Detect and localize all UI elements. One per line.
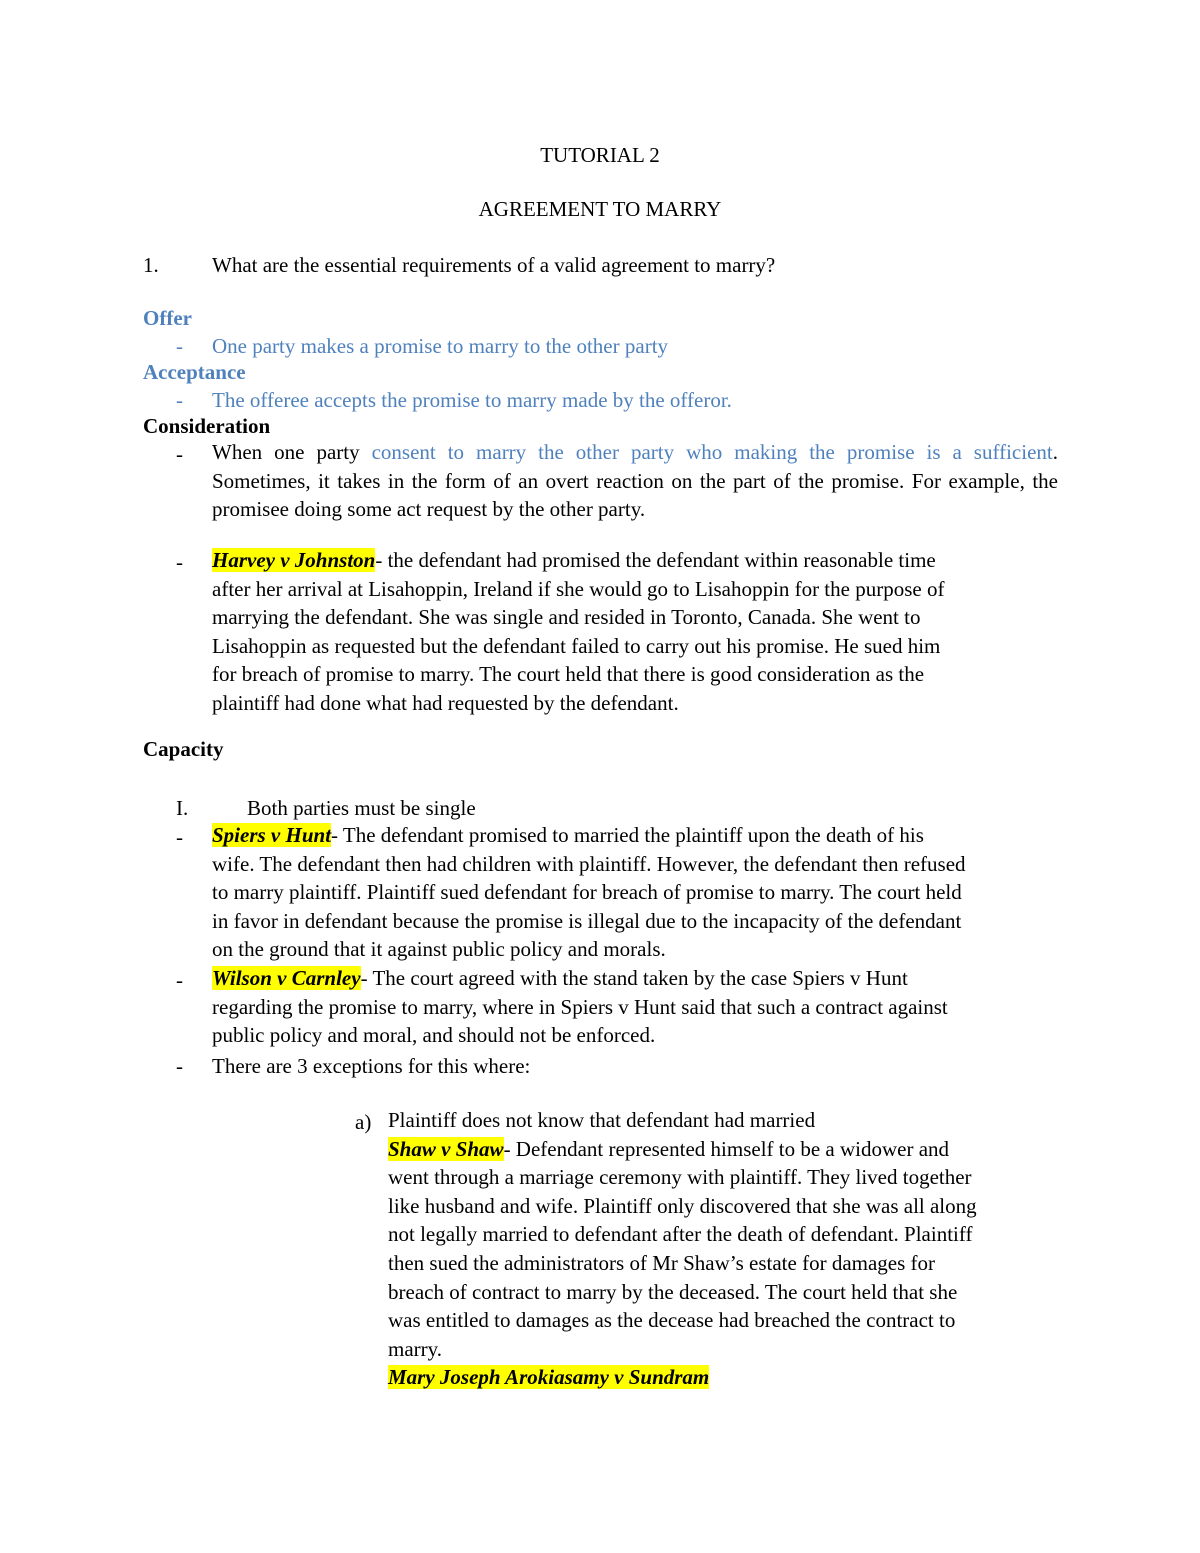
harvey-dash: - xyxy=(176,550,183,574)
offer-text: One party makes a promise to marry to the other party xyxy=(212,334,669,358)
consideration-text-blue: consent to marry the other party who making the promise is a sufficient xyxy=(371,440,1053,464)
harvey-line: plaintiff had done what had requested by the defendant. xyxy=(212,690,679,715)
wilson-dash: - xyxy=(176,968,183,992)
spiers-line: - The defendant promised to married the plaintiff upon the death of his xyxy=(331,823,924,847)
exception-a-label: a) xyxy=(355,1110,372,1134)
harvey-line: marrying the defendant. She was single and resided in Toronto, Canada. She went to xyxy=(212,605,921,630)
consideration-text-3: . Sometimes, it takes in the form of an overt reaction on the part of the promise. For example, the promisee doing some act request by the other party. xyxy=(212,440,1058,522)
shaw-line: marry. xyxy=(388,1336,443,1361)
offer-heading: Offer xyxy=(143,306,192,330)
harvey-line: Lisahoppin as requested but the defendant failed to carry out his promise. He sued him xyxy=(212,633,941,658)
spiers-line: on the ground that it against public policy and morals. xyxy=(212,937,666,962)
capacity-item-i-number: I. xyxy=(176,796,189,820)
shaw-line: went through a marriage ceremony with plaintiff. They lived together xyxy=(388,1165,972,1190)
capacity-heading: Capacity xyxy=(143,737,224,761)
harvey-line: - the defendant had promised the defendant within reasonable time xyxy=(375,548,936,572)
offer-dash: - xyxy=(176,334,183,358)
shaw-line: breach of contract to marry by the deceased. The court held that she xyxy=(388,1279,958,1304)
consideration-text-1: When one party xyxy=(212,440,372,464)
shaw-line: then sued the administrators of Mr Shaw’s estate for damages for xyxy=(388,1250,936,1275)
wilson-paragraph xyxy=(212,964,948,1050)
consideration-dash: - xyxy=(176,442,183,466)
shaw-line: was entitled to damages as the decease had breached the contract to xyxy=(388,1308,956,1333)
case-name-mary-joseph: Mary Joseph Arokiasamy v Sundram xyxy=(388,1365,710,1390)
case-name-shaw: Shaw v Shaw xyxy=(388,1136,504,1161)
spiers-line: to marry plaintiff. Plaintiff sued defendant for breach of promise to marry. The court held xyxy=(212,880,962,905)
question-text: What are the essential requirements of a valid agreement to marry? xyxy=(212,253,776,277)
shaw-line: - Defendant represented himself to be a widower and xyxy=(503,1136,950,1161)
case-name-wilson: Wilson v Carnley xyxy=(212,966,361,990)
case-name-harvey: Harvey v Johnston xyxy=(212,548,376,572)
consideration-heading: Consideration xyxy=(143,414,271,438)
shaw-line: not legally married to defendant after the death of defendant. Plaintiff xyxy=(388,1222,973,1247)
acceptance-dash: - xyxy=(176,388,183,412)
doc-subtitle: AGREEMENT TO MARRY xyxy=(478,197,722,221)
spiers-dash: - xyxy=(176,825,183,849)
acceptance-heading: Acceptance xyxy=(143,360,246,384)
question-number: 1. xyxy=(143,253,159,277)
exception-a-text: Plaintiff does not know that defendant had married xyxy=(388,1108,816,1132)
exceptions-text: There are 3 exceptions for this where: xyxy=(212,1054,531,1078)
shaw-line: like husband and wife. Plaintiff only discovered that she was all along xyxy=(388,1193,977,1218)
doc-title: TUTORIAL 2 xyxy=(540,143,660,167)
acceptance-text: The offeree accepts the promise to marry made by the offeror. xyxy=(212,388,732,412)
consideration-paragraph xyxy=(212,438,1058,524)
spiers-paragraph xyxy=(212,821,966,964)
harvey-line: for breach of promise to marry. The court held that there is good consideration as the xyxy=(212,662,925,687)
harvey-line: after her arrival at Lisahoppin, Ireland if she would go to Lisahoppin for the purpose of xyxy=(212,576,945,601)
capacity-item-i-text: Both parties must be single xyxy=(247,796,476,820)
exception-a-paragraph xyxy=(388,1106,977,1392)
wilson-line: regarding the promise to marry, where in Spiers v Hunt said that such a contract against xyxy=(212,994,948,1019)
harvey-paragraph xyxy=(212,546,944,718)
spiers-line: in favor in defendant because the promise is illegal due to the incapacity of the defendant xyxy=(212,908,962,933)
wilson-line: - The court agreed with the stand taken by the case Spiers v Hunt xyxy=(360,966,908,990)
exceptions-dash: - xyxy=(176,1054,183,1078)
case-name-spiers: Spiers v Hunt xyxy=(212,823,332,847)
spiers-line: wife. The defendant then had children with plaintiff. However, the defendant then refused xyxy=(212,851,966,876)
wilson-line: public policy and moral, and should not be enforced. xyxy=(212,1023,656,1048)
